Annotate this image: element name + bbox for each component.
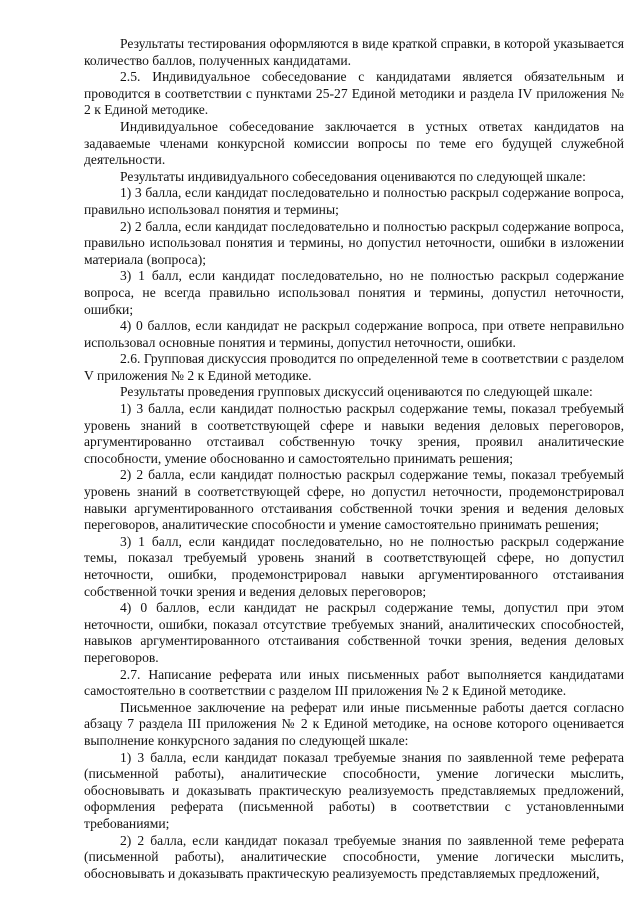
paragraph-discussion-score-0: 4) 0 баллов, если кандидат не раскрыл содержание темы, допустил при этом неточности, ошибки, показал отсутствие требуемых знаний, аналитических способностей, навыков аргументированного отстаивания собственной точки зрения, ведения деловых переговоров.	[84, 600, 624, 665]
paragraph-interview-score-1: 3) 1 балл, если кандидат последовательно, но не полностью раскрыл содержание вопроса, не всегда правильно использовал понятия и термины, допустил неточности, ошибки;	[84, 268, 624, 317]
paragraph-interview-score-0: 4) 0 баллов, если кандидат не раскрыл содержание вопроса, при ответе неправильно использовал основные понятия и термины, допустил неточности, ошибки.	[84, 318, 624, 350]
paragraph-discussion-score-3: 1) 3 балла, если кандидат полностью раскрыл содержание темы, показал требуемый уровень знаний в соответствующей сфере и навыки ведения деловых переговоров, аргументированно отстаивал собственную точку зрения, проявил аналитические способности, умение обоснованно и самостоятельно принимать решения;	[84, 401, 624, 466]
paragraph-2-5: 2.5. Индивидуальное собеседование с кандидатами является обязательным и проводится в соответствии с пунктами 25-27 Единой методики и раздела IV приложения № 2 к Единой методике.	[84, 69, 624, 118]
paragraph-interview-scale-intro: Результаты индивидуального собеседования оцениваются по следующей шкале:	[120, 168, 586, 184]
paragraph-interview-score-3: 1) 3 балла, если кандидат последовательно и полностью раскрыл содержание вопроса, правильно использовал понятия и термины;	[84, 185, 624, 217]
paragraph-discussion-score-1: 3) 1 балл, если кандидат последовательно, но не полностью раскрыл содержание темы, показал требуемый уровень знаний в соответствующей сфере, но допустил неточности, ошибки, продемонстрировал навыки аргументированного отстаивания собственной точки зрения и ведения деловых переговоров;	[84, 533, 624, 599]
paragraph-essay-score-3: 1) 3 балла, если кандидат показал требуемые знания по заявленной теме реферата (письменной работы), аналитические способности, умение логически мыслить, обосновывать и доказывать практическую реализуемость представляемых предложений, оформления реферата (письменной работы) в соответствии с установленными требованиями;	[84, 749, 624, 831]
paragraph-interview-description: Индивидуальное собеседование заключается в устных ответах кандидатов на задаваемые членами конкурсной комиссии вопросы по теме его будущей служебной деятельности.	[84, 118, 624, 168]
paragraph-2-6: 2.6. Групповая дискуссия проводится по определенной теме в соответствии с разделом V приложения № 2 к Единой методике.	[84, 351, 624, 383]
paragraph-interview-score-2: 2) 2 балла, если кандидат последовательно и полностью раскрыл содержание вопроса, правильно использовал понятия и термины, но допустил неточности, ошибки в изложении материала (вопроса);	[84, 218, 624, 267]
paragraph-2-7: 2.7. Написание реферата или иных письменных работ выполняется кандидатами самостоятельно в соответствии с разделом III приложения № 2 к Единой методике.	[84, 666, 624, 699]
paragraph-discussion-score-2: 2) 2 балла, если кандидат полностью раскрыл содержание темы, показал требуемый уровень знаний в соответствующей сфере, но допустил неточности, продемонстрировал навыки аргументированного отстаивания собственной точки зрения и ведения деловых переговоров, аналитические способности и умение самостоятельно принимать решения;	[84, 467, 624, 533]
document-page	[84, 36, 624, 882]
paragraph-essay-conclusion: Письменное заключение на реферат или иные письменные работы дается согласно абзацу 7 раздела III приложения № 2 к Единой методике, на основе которого оценивается выполнение конкурсного задания по следующей шкале:	[84, 699, 624, 748]
paragraph-discussion-scale-intro: Результаты проведения групповых дискуссий оцениваются по следующей шкале:	[120, 384, 593, 400]
paragraph-essay-score-2: 2) 2 балла, если кандидат показал требуемые знания по заявленной теме реферата (письменной работы), аналитические способности, умение логически мыслить, обосновывать и доказывать практическую реализуемость представляемых предложений,	[84, 832, 624, 881]
paragraph-test-results: Результаты тестирования оформляются в виде краткой справки, в которой указывается количество баллов, полученных кандидатами.	[84, 36, 624, 68]
